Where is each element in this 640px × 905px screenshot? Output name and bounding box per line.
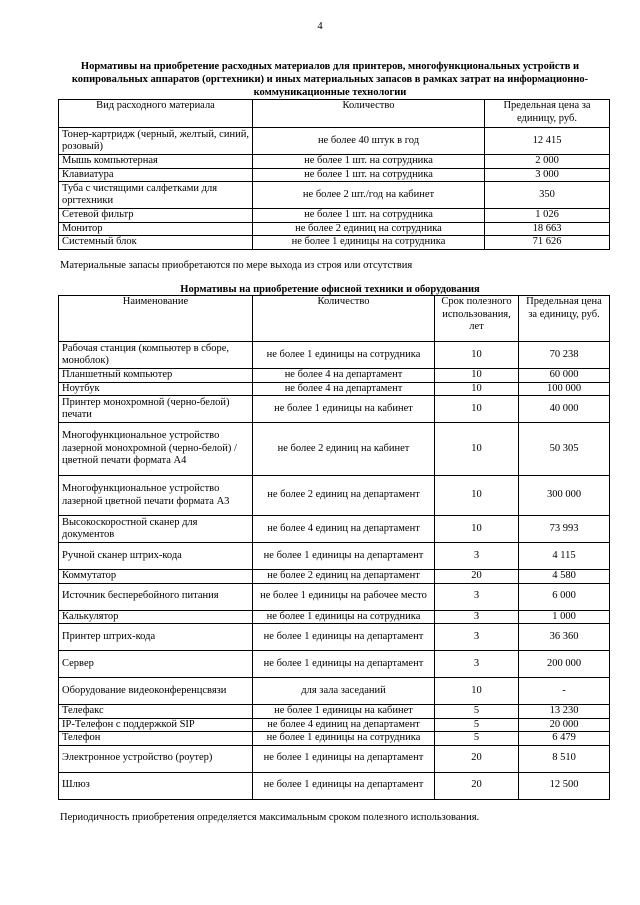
price-cell: 300 000 xyxy=(519,476,610,516)
price-cell: 73 993 xyxy=(519,516,610,543)
equipment-row xyxy=(59,610,610,624)
price-cell: 1 026 xyxy=(485,209,610,223)
useful-life-cell: 5 xyxy=(435,732,519,746)
equipment-name-cell: Сервер xyxy=(59,651,253,678)
quantity-cell: не более 1 единицы на сотрудника xyxy=(253,342,435,369)
price-cell: 4 115 xyxy=(519,543,610,570)
quantity-cell: не более 1 единицы на рабочее место xyxy=(253,583,435,610)
quantity-cell: не более 2 единиц на сотрудника xyxy=(253,222,485,236)
quantity-cell: не более 1 шт. на сотрудника xyxy=(253,168,485,182)
equipment-row xyxy=(59,369,610,383)
price-cell: 1 000 xyxy=(519,610,610,624)
equipment-name-cell: Оборудование видеоконференцсвязи xyxy=(59,678,253,705)
price-cell: 6 000 xyxy=(519,583,610,610)
equipment-name-cell: Ноутбук xyxy=(59,382,253,396)
material-name-cell: Туба с чистящими салфетками для оргтехники xyxy=(59,182,253,209)
equipment-row xyxy=(59,476,610,516)
price-cell: 12 500 xyxy=(519,772,610,799)
equipment-row xyxy=(59,342,610,369)
consumables-row xyxy=(59,168,610,182)
equipment-name-cell: Многофункциональное устройство лазерной монохромной (черно-белой) / цветной печати формата А4 xyxy=(59,423,253,476)
quantity-cell: не более 1 единицы на кабинет xyxy=(253,396,435,423)
equipment-name-cell: Источник бесперебойного питания xyxy=(59,583,253,610)
useful-life-cell: 3 xyxy=(435,543,519,570)
useful-life-cell: 10 xyxy=(435,382,519,396)
equipment-name-cell: Рабочая станция (компьютер в сборе, моноблок) xyxy=(59,342,253,369)
equipment-name-cell: Планшетный компьютер xyxy=(59,369,253,383)
useful-life-cell: 10 xyxy=(435,476,519,516)
consumables-row xyxy=(59,222,610,236)
useful-life-cell: 20 xyxy=(435,772,519,799)
useful-life-cell: 3 xyxy=(435,651,519,678)
quantity-cell: для зала заседаний xyxy=(253,678,435,705)
useful-life-cell: 5 xyxy=(435,705,519,719)
price-cell: 20 000 xyxy=(519,718,610,732)
equipment-name-cell: Принтер штрих-кода xyxy=(59,624,253,651)
section1-note: Материальные запасы приобретаются по мере выхода из строя или отсутствия xyxy=(60,260,413,271)
price-cell: 200 000 xyxy=(519,651,610,678)
equipment-row xyxy=(59,624,610,651)
equipment-row xyxy=(59,718,610,732)
price-cell: 70 238 xyxy=(519,342,610,369)
header-max-price: Предельная цена за единицу, руб. xyxy=(485,100,610,128)
quantity-cell: не более 1 единицы на департамент xyxy=(253,624,435,651)
equipment-row xyxy=(59,382,610,396)
price-cell: 2 000 xyxy=(485,155,610,169)
equipment-row xyxy=(59,396,610,423)
quantity-cell: не более 1 единицы на департамент xyxy=(253,651,435,678)
equipment-row xyxy=(59,732,610,746)
equipment-row xyxy=(59,583,610,610)
equipment-name-cell: Принтер монохромной (черно-белой) печати xyxy=(59,396,253,423)
quantity-cell: не более 2 единиц на департамент xyxy=(253,476,435,516)
section2-title: Нормативы на приобретение офисной техники и оборудования xyxy=(180,284,480,295)
consumables-row xyxy=(59,209,610,223)
header-useful-life: Срок полезного использования, лет xyxy=(435,296,519,342)
price-cell: 4 580 xyxy=(519,570,610,584)
quantity-cell: не более 1 единицы на сотрудника xyxy=(253,610,435,624)
useful-life-cell: 3 xyxy=(435,624,519,651)
quantity-cell: не более 1 единицы на департамент xyxy=(253,745,435,772)
price-cell: 3 000 xyxy=(485,168,610,182)
quantity-cell: не более 4 единиц на департамент xyxy=(253,718,435,732)
equipment-row xyxy=(59,516,610,543)
quantity-cell: не более 1 единицы на сотрудника xyxy=(253,732,435,746)
equipment-row xyxy=(59,570,610,584)
consumables-table xyxy=(58,99,610,250)
consumables-header-row xyxy=(59,100,610,128)
header-name: Наименование xyxy=(59,296,253,342)
equipment-header-row xyxy=(59,296,610,342)
page-number: 4 xyxy=(317,21,323,32)
price-cell: 100 000 xyxy=(519,382,610,396)
useful-life-cell: 10 xyxy=(435,342,519,369)
equipment-name-cell: Калькулятор xyxy=(59,610,253,624)
price-cell: 40 000 xyxy=(519,396,610,423)
equipment-row xyxy=(59,745,610,772)
header-quantity: Количество xyxy=(253,100,485,128)
equipment-name-cell: Телефон xyxy=(59,732,253,746)
useful-life-cell: 10 xyxy=(435,369,519,383)
equipment-row xyxy=(59,651,610,678)
quantity-cell: не более 1 единицы на департамент xyxy=(253,772,435,799)
header-max-price: Предельная цена за единицу, руб. xyxy=(519,296,610,342)
equipment-row xyxy=(59,678,610,705)
useful-life-cell: 10 xyxy=(435,396,519,423)
material-name-cell: Монитор xyxy=(59,222,253,236)
material-name-cell: Мышь компьютерная xyxy=(59,155,253,169)
quantity-cell: не более 1 единицы на кабинет xyxy=(253,705,435,719)
equipment-row xyxy=(59,543,610,570)
equipment-name-cell: Многофункциональное устройство лазерной цветной печати формата А3 xyxy=(59,476,253,516)
price-cell: 36 360 xyxy=(519,624,610,651)
quantity-cell: не более 1 единицы на сотрудника xyxy=(253,236,485,250)
quantity-cell: не более 40 штук в год xyxy=(253,128,485,155)
price-cell: 6 479 xyxy=(519,732,610,746)
equipment-name-cell: Высокоскоростной сканер для документов xyxy=(59,516,253,543)
quantity-cell: не более 4 единиц на департамент xyxy=(253,516,435,543)
equipment-name-cell: Шлюз xyxy=(59,772,253,799)
material-name-cell: Тонер-картридж (черный, желтый, синий, розовый) xyxy=(59,128,253,155)
equipment-row xyxy=(59,423,610,476)
equipment-row xyxy=(59,705,610,719)
equipment-name-cell: Коммутатор xyxy=(59,570,253,584)
material-name-cell: Клавиатура xyxy=(59,168,253,182)
equipment-row xyxy=(59,772,610,799)
consumables-row xyxy=(59,182,610,209)
useful-life-cell: 10 xyxy=(435,423,519,476)
useful-life-cell: 3 xyxy=(435,583,519,610)
useful-life-cell: 10 xyxy=(435,678,519,705)
section2-note: Периодичность приобретения определяется максимальным сроком полезного использования. xyxy=(60,812,480,823)
quantity-cell: не более 2 единиц на кабинет xyxy=(253,423,435,476)
header-material-type: Вид расходного материала xyxy=(59,100,253,128)
price-cell: 71 626 xyxy=(485,236,610,250)
quantity-cell: не более 1 шт. на сотрудника xyxy=(253,155,485,169)
price-cell: 60 000 xyxy=(519,369,610,383)
quantity-cell: не более 4 на департамент xyxy=(253,382,435,396)
useful-life-cell: 10 xyxy=(435,516,519,543)
section1-title: Нормативы на приобретение расходных материалов для принтеров, многофункциональных устройств и копировальных аппаратов (оргтехники) и иных материальных запасов в рамках затрат на информационно-коммуникационные технологии xyxy=(71,61,589,98)
price-cell: 12 415 xyxy=(485,128,610,155)
consumables-row xyxy=(59,155,610,169)
equipment-table xyxy=(58,295,610,800)
quantity-cell: не более 1 шт. на сотрудника xyxy=(253,209,485,223)
material-name-cell: Системный блок xyxy=(59,236,253,250)
quantity-cell: не более 1 единицы на департамент xyxy=(253,543,435,570)
useful-life-cell: 20 xyxy=(435,570,519,584)
price-cell: 350 xyxy=(485,182,610,209)
price-cell: 18 663 xyxy=(485,222,610,236)
equipment-name-cell: IP-Телефон с поддержкой SIP xyxy=(59,718,253,732)
consumables-row xyxy=(59,236,610,250)
quantity-cell: не более 2 единиц на департамент xyxy=(253,570,435,584)
price-cell: 13 230 xyxy=(519,705,610,719)
header-quantity: Количество xyxy=(253,296,435,342)
equipment-name-cell: Ручной сканер штрих-кода xyxy=(59,543,253,570)
quantity-cell: не более 2 шт./год на кабинет xyxy=(253,182,485,209)
useful-life-cell: 3 xyxy=(435,610,519,624)
price-cell: 50 305 xyxy=(519,423,610,476)
price-cell: 8 510 xyxy=(519,745,610,772)
useful-life-cell: 5 xyxy=(435,718,519,732)
quantity-cell: не более 4 на департамент xyxy=(253,369,435,383)
equipment-name-cell: Электронное устройство (роутер) xyxy=(59,745,253,772)
consumables-row xyxy=(59,128,610,155)
price-cell: - xyxy=(519,678,610,705)
useful-life-cell: 20 xyxy=(435,745,519,772)
equipment-name-cell: Телефакс xyxy=(59,705,253,719)
material-name-cell: Сетевой фильтр xyxy=(59,209,253,223)
